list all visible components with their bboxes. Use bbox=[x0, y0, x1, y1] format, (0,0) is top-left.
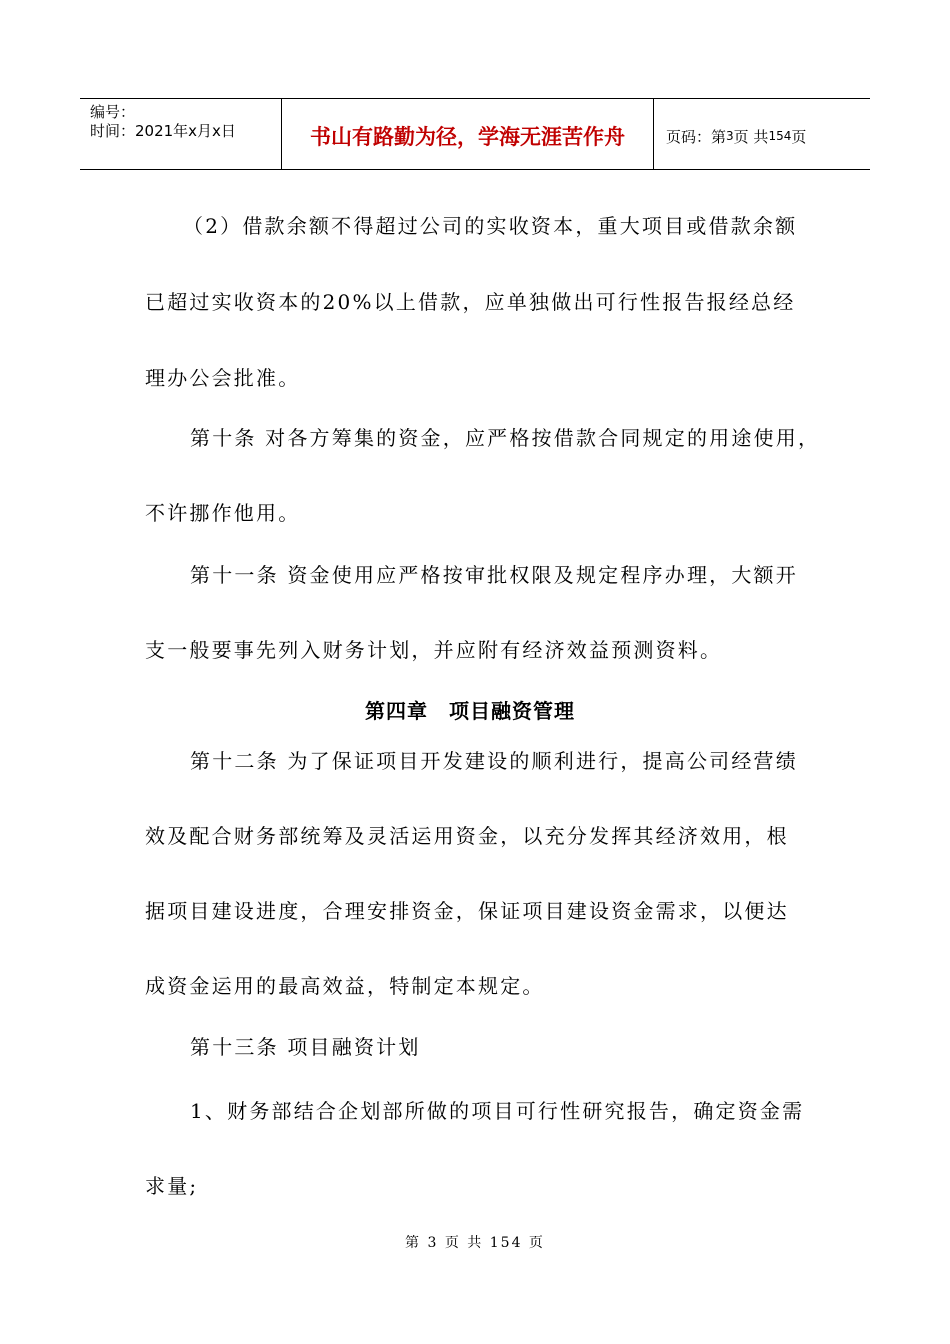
page-middle: 页 共 bbox=[733, 127, 769, 146]
page-suffix: 页 bbox=[791, 127, 807, 146]
body-line: 第十条 对各方筹集的资金，应严格按借款合同规定的用途使用， bbox=[190, 426, 821, 450]
body-line: 据项目建设进度，合理安排资金，保证项目建设资金需求，以便达 bbox=[145, 899, 789, 923]
body-line: 1、财务部结合企划部所做的项目可行性研究报告，确定资金需 bbox=[190, 1099, 805, 1123]
body-line: 第十一条 资金使用应严格按审批权限及规定程序办理，大额开 bbox=[190, 563, 798, 587]
body-line: 效及配合财务部统筹及灵活运用资金，以充分发挥其经济效用，根 bbox=[145, 824, 789, 848]
body-line: 成资金运用的最高效益，特制定本规定。 bbox=[145, 974, 545, 998]
header-motto: 书山有路勤为径，学海无涯苦作舟 bbox=[282, 99, 654, 169]
body-line: 不许挪作他用。 bbox=[145, 501, 301, 525]
body-line: 第十二条 为了保证项目开发建设的顺利进行，提高公司经营绩 bbox=[190, 749, 798, 773]
document-header bbox=[80, 98, 870, 170]
body-line: （2）借款余额不得超过公司的实收资本，重大项目或借款余额 bbox=[183, 214, 798, 238]
header-page-info bbox=[654, 99, 870, 169]
body-line: 已超过实收资本的20%以上借款，应单独做出可行性报告报经总经 bbox=[145, 290, 796, 314]
page-prefix: 页码：第 bbox=[666, 127, 727, 146]
date-label: 时间：2021年x月x日 bbox=[90, 122, 236, 140]
body-line: 支一般要事先列入财务计划，并应附有经济效益预测资料。 bbox=[145, 638, 723, 662]
header-meta bbox=[80, 99, 282, 169]
body-line: 第十三条 项目融资计划 bbox=[190, 1035, 421, 1059]
page-footer: 第 3 页 共 154 页 bbox=[405, 1235, 545, 1251]
page-current: 3 bbox=[726, 129, 734, 143]
page-total: 154 bbox=[768, 129, 792, 143]
body-line: 理办公会批准。 bbox=[145, 366, 301, 390]
body-line: 求量; bbox=[145, 1174, 199, 1198]
code-label: 编号： bbox=[90, 103, 136, 121]
chapter-heading: 第四章 项目融资管理 bbox=[365, 699, 575, 723]
